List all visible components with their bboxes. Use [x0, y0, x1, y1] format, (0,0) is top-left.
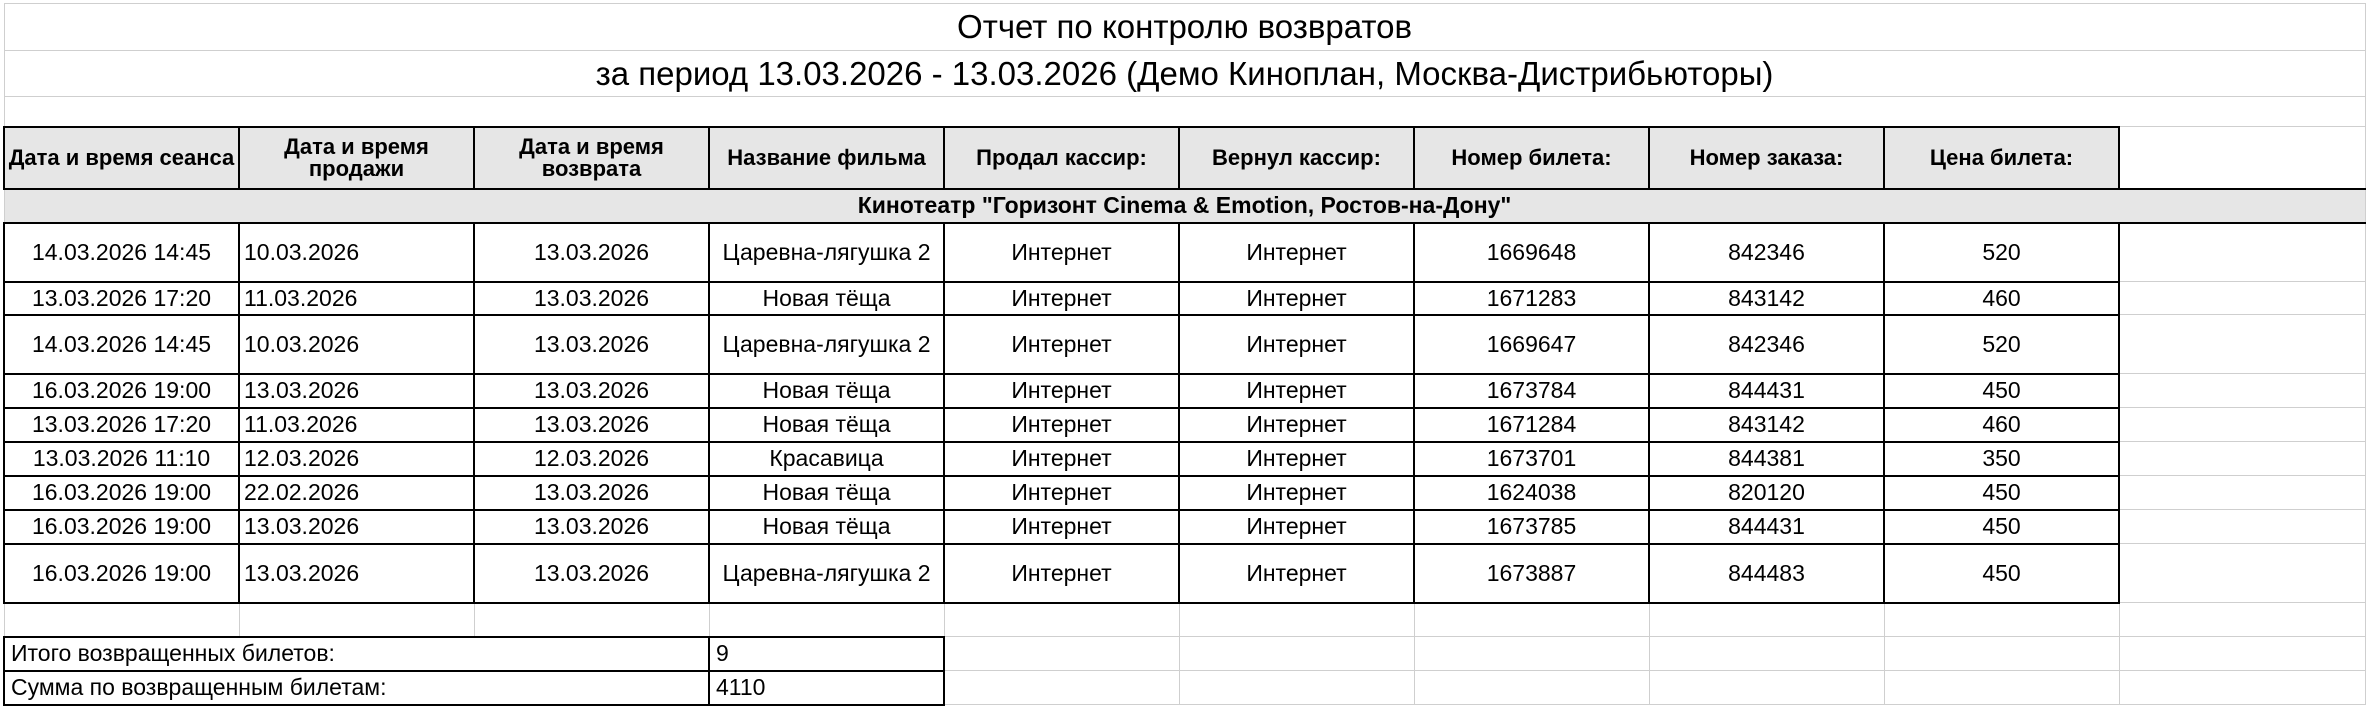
table-row [4, 315, 2365, 374]
cell-returned: 13.03.2026 [474, 315, 709, 374]
empty-cell [1884, 637, 2119, 671]
cell-price: 460 [1884, 282, 2119, 315]
spacer-row [4, 97, 2365, 127]
empty-cell [1414, 603, 1649, 637]
cell-session: 13.03.2026 17:20 [4, 282, 239, 315]
empty-cell [1414, 637, 1649, 671]
col-header-price: Цена билета: [1884, 127, 2119, 189]
col-header-order: Номер заказа: [1649, 127, 1884, 189]
empty-cell [2119, 637, 2365, 671]
cell-returned: 13.03.2026 [474, 476, 709, 510]
cell-sold: 22.02.2026 [239, 476, 474, 510]
cell-sold: 10.03.2026 [239, 315, 474, 374]
empty-cell [944, 637, 1179, 671]
cell-sold: 12.03.2026 [239, 442, 474, 476]
empty-cell [2119, 127, 2365, 189]
cell-returned: 13.03.2026 [474, 223, 709, 282]
cell-ticket: 1673785 [1414, 510, 1649, 544]
cell-price: 450 [1884, 544, 2119, 603]
cell-order: 820120 [1649, 476, 1884, 510]
cell-returned: 13.03.2026 [474, 282, 709, 315]
cell-refunder: Интернет [1179, 374, 1414, 408]
cell-sold: 10.03.2026 [239, 223, 474, 282]
cell-price: 460 [1884, 408, 2119, 442]
cell-seller: Интернет [944, 510, 1179, 544]
empty-cell [2119, 408, 2365, 442]
cell-refunder: Интернет [1179, 544, 1414, 603]
empty-cell [1884, 603, 2119, 637]
cell-order: 844381 [1649, 442, 1884, 476]
cell-ticket: 1671284 [1414, 408, 1649, 442]
empty-cell [474, 603, 709, 637]
cell-order: 843142 [1649, 408, 1884, 442]
cell-ticket: 1673701 [1414, 442, 1649, 476]
cell-seller: Интернет [944, 544, 1179, 603]
col-header-seller: Продал кассир: [944, 127, 1179, 189]
cell-order: 842346 [1649, 223, 1884, 282]
cell-refunder: Интернет [1179, 510, 1414, 544]
cell-ticket: 1669648 [1414, 223, 1649, 282]
empty-cell [2119, 374, 2365, 408]
cell-price: 450 [1884, 510, 2119, 544]
cell-session: 16.03.2026 19:00 [4, 544, 239, 603]
table-row [4, 374, 2365, 408]
cell-returned: 13.03.2026 [474, 408, 709, 442]
table-row [4, 544, 2365, 603]
totals-row-sum [4, 671, 2365, 705]
empty-cell [1179, 637, 1414, 671]
cell-session: 14.03.2026 14:45 [4, 223, 239, 282]
empty-cell [4, 603, 239, 637]
report-title: Отчет по контролю возвратов [4, 4, 2365, 51]
cell-seller: Интернет [944, 442, 1179, 476]
empty-cell [239, 603, 474, 637]
cell-seller: Интернет [944, 408, 1179, 442]
cell-ticket: 1624038 [1414, 476, 1649, 510]
cell-ticket: 1673887 [1414, 544, 1649, 603]
cell-session: 16.03.2026 19:00 [4, 510, 239, 544]
empty-cell [2119, 442, 2365, 476]
cell-sold: 11.03.2026 [239, 282, 474, 315]
empty-cell [2119, 223, 2365, 282]
empty-cell [1414, 671, 1649, 705]
cell-refunder: Интернет [1179, 223, 1414, 282]
cell-film: Царевна-лягушка 2 [709, 315, 944, 374]
col-header-sold: Дата и время продажи [239, 127, 474, 189]
cinema-group-header: Кинотеатр "Горизонт Cinema & Emotion, Ростов-на-Дону" [4, 189, 2365, 223]
cell-refunder: Интернет [1179, 442, 1414, 476]
cell-price: 520 [1884, 315, 2119, 374]
empty-cell [1884, 671, 2119, 705]
cell-seller: Интернет [944, 476, 1179, 510]
cell-returned: 12.03.2026 [474, 442, 709, 476]
table-row [4, 408, 2365, 442]
cell-film: Царевна-лягушка 2 [709, 544, 944, 603]
empty-cell [1179, 603, 1414, 637]
empty-cell [1649, 671, 1884, 705]
col-header-refunder: Вернул кассир: [1179, 127, 1414, 189]
empty-cell [709, 603, 944, 637]
cell-returned: 13.03.2026 [474, 544, 709, 603]
cell-film: Новая тёща [709, 476, 944, 510]
table-row [4, 510, 2365, 544]
cell-session: 13.03.2026 11:10 [4, 442, 239, 476]
cell-ticket: 1669647 [1414, 315, 1649, 374]
cell-refunder: Интернет [1179, 282, 1414, 315]
cell-session: 13.03.2026 17:20 [4, 408, 239, 442]
col-header-returned: Дата и время возврата [474, 127, 709, 189]
cell-price: 450 [1884, 476, 2119, 510]
table-row [4, 476, 2365, 510]
empty-cell [944, 603, 1179, 637]
cell-sold: 13.03.2026 [239, 544, 474, 603]
table-row [4, 442, 2365, 476]
cell-seller: Интернет [944, 374, 1179, 408]
col-header-ticket: Номер билета: [1414, 127, 1649, 189]
col-header-session: Дата и время сеанса [4, 127, 239, 189]
empty-cell [1649, 603, 1884, 637]
cell-film: Новая тёща [709, 282, 944, 315]
cell-seller: Интернет [944, 282, 1179, 315]
cell-price: 450 [1884, 374, 2119, 408]
empty-cell [2119, 476, 2365, 510]
empty-cell [2119, 282, 2365, 315]
cell-sold: 11.03.2026 [239, 408, 474, 442]
report-table [3, 3, 2366, 706]
empty-cell [2119, 671, 2365, 705]
totals-row-count [4, 637, 2365, 671]
cell-ticket: 1673784 [1414, 374, 1649, 408]
cell-film: Новая тёща [709, 408, 944, 442]
report-subtitle: за период 13.03.2026 - 13.03.2026 (Демо Киноплан, Москва-Дистрибьюторы) [4, 51, 2365, 97]
empty-cell [2119, 315, 2365, 374]
col-header-film: Название фильма [709, 127, 944, 189]
cell-session: 16.03.2026 19:00 [4, 374, 239, 408]
cell-price: 520 [1884, 223, 2119, 282]
cell-refunder: Интернет [1179, 476, 1414, 510]
total-count-label: Итого возвращенных билетов: [4, 637, 709, 671]
total-sum-label: Сумма по возвращенным билетам: [4, 671, 709, 705]
empty-cell [2119, 603, 2365, 637]
total-count-value: 9 [709, 637, 944, 671]
cell-session: 14.03.2026 14:45 [4, 315, 239, 374]
cell-refunder: Интернет [1179, 315, 1414, 374]
cell-film: Красавица [709, 442, 944, 476]
cell-order: 844431 [1649, 510, 1884, 544]
cell-film: Новая тёща [709, 510, 944, 544]
cell-returned: 13.03.2026 [474, 510, 709, 544]
cell-order: 843142 [1649, 282, 1884, 315]
header-row [4, 127, 2365, 189]
cell-film: Царевна-лягушка 2 [709, 223, 944, 282]
cell-seller: Интернет [944, 315, 1179, 374]
cell-order: 842346 [1649, 315, 1884, 374]
empty-cell [944, 671, 1179, 705]
cell-refunder: Интернет [1179, 408, 1414, 442]
cell-order: 844483 [1649, 544, 1884, 603]
empty-cell [1179, 671, 1414, 705]
empty-cell [2119, 510, 2365, 544]
cell-seller: Интернет [944, 223, 1179, 282]
cell-sold: 13.03.2026 [239, 510, 474, 544]
cell-session: 16.03.2026 19:00 [4, 476, 239, 510]
empty-cell [2119, 544, 2365, 603]
total-sum-value: 4110 [709, 671, 944, 705]
empty-cell [1649, 637, 1884, 671]
cell-order: 844431 [1649, 374, 1884, 408]
cell-film: Новая тёща [709, 374, 944, 408]
table-row [4, 223, 2365, 282]
cell-price: 350 [1884, 442, 2119, 476]
cell-ticket: 1671283 [1414, 282, 1649, 315]
table-row [4, 282, 2365, 315]
cell-returned: 13.03.2026 [474, 374, 709, 408]
cell-sold: 13.03.2026 [239, 374, 474, 408]
